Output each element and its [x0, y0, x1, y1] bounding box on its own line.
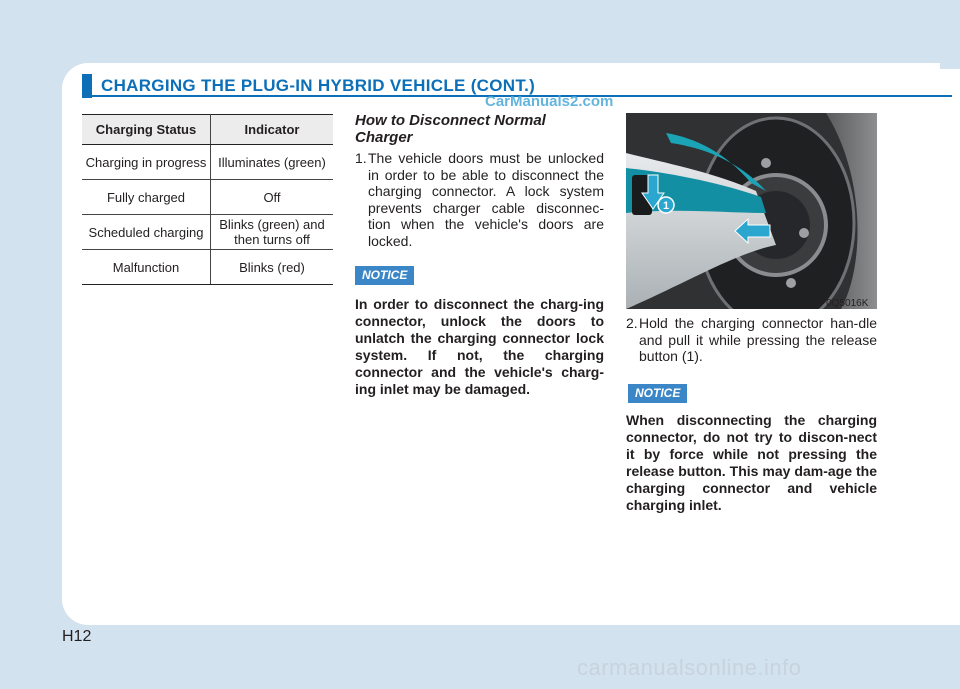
- notice-2-text: When disconnecting the charging connector, do not try to discon-nect it by force while not pressing the release button. This may dam-age the charging connector and vehicle charging inlet.: [626, 412, 877, 513]
- photo-caption: OLFP0Q5016K: [800, 298, 869, 309]
- step-2-number: 2.: [626, 315, 638, 331]
- notice-badge-2: NOTICE: [628, 384, 687, 403]
- step-1: [355, 150, 604, 249]
- step-1-text: The vehicle doors must be unlocked in order to be able to disconnect the charging connector. A lock system prevents charger cable disconnec-tion when the vehicle's doors are locked.: [368, 150, 604, 249]
- table-cell-status: Charging in progress: [82, 145, 211, 180]
- table-header-indicator: Indicator: [211, 115, 334, 145]
- charging-connector-photo: [626, 113, 877, 309]
- panel-notch: [940, 63, 960, 69]
- table-header-status: Charging Status: [82, 115, 211, 145]
- notice-1-text: In order to disconnect the charg-ing connector, unlock the doors to unlatch the charging connector lock system. If not, the charging connector and the vehicle's charg-ing inlet may be damaged.: [355, 296, 604, 397]
- table-row: [82, 145, 333, 180]
- page-number: H12: [62, 628, 92, 645]
- table-cell-status: Scheduled charging: [82, 215, 211, 250]
- step-1-number: 1.: [355, 150, 367, 166]
- table-cell-indicator: Illuminates (green): [211, 145, 334, 180]
- step-2-text: Hold the charging connector han-dle and pull it while pressing the release button (1).: [639, 315, 877, 364]
- table-row: [82, 250, 333, 285]
- table-header-row: [82, 115, 333, 145]
- table-cell-indicator: Off: [211, 180, 334, 215]
- table-row: [82, 180, 333, 215]
- charging-status-table: [82, 114, 333, 285]
- callout-number: 1: [662, 200, 670, 212]
- connector-illustration: [626, 113, 877, 309]
- table-cell-status: Fully charged: [82, 180, 211, 215]
- section-title: CHARGING THE PLUG-IN HYBRID VEHICLE (CONT.): [101, 76, 536, 95]
- table-cell-indicator: Blinks (green) and then turns off: [211, 215, 334, 250]
- table-cell-indicator: Blinks (red): [211, 250, 334, 285]
- step-2: [626, 315, 877, 365]
- table-cell-status: Malfunction: [82, 250, 211, 285]
- watermark-bottom: carmanualsonline.info: [577, 655, 802, 680]
- watermark-top: CarManuals2.com: [485, 93, 614, 110]
- subsection-heading: How to Disconnect Normal Charger: [355, 112, 546, 146]
- table-row: [82, 215, 333, 250]
- notice-badge-1: NOTICE: [355, 266, 414, 285]
